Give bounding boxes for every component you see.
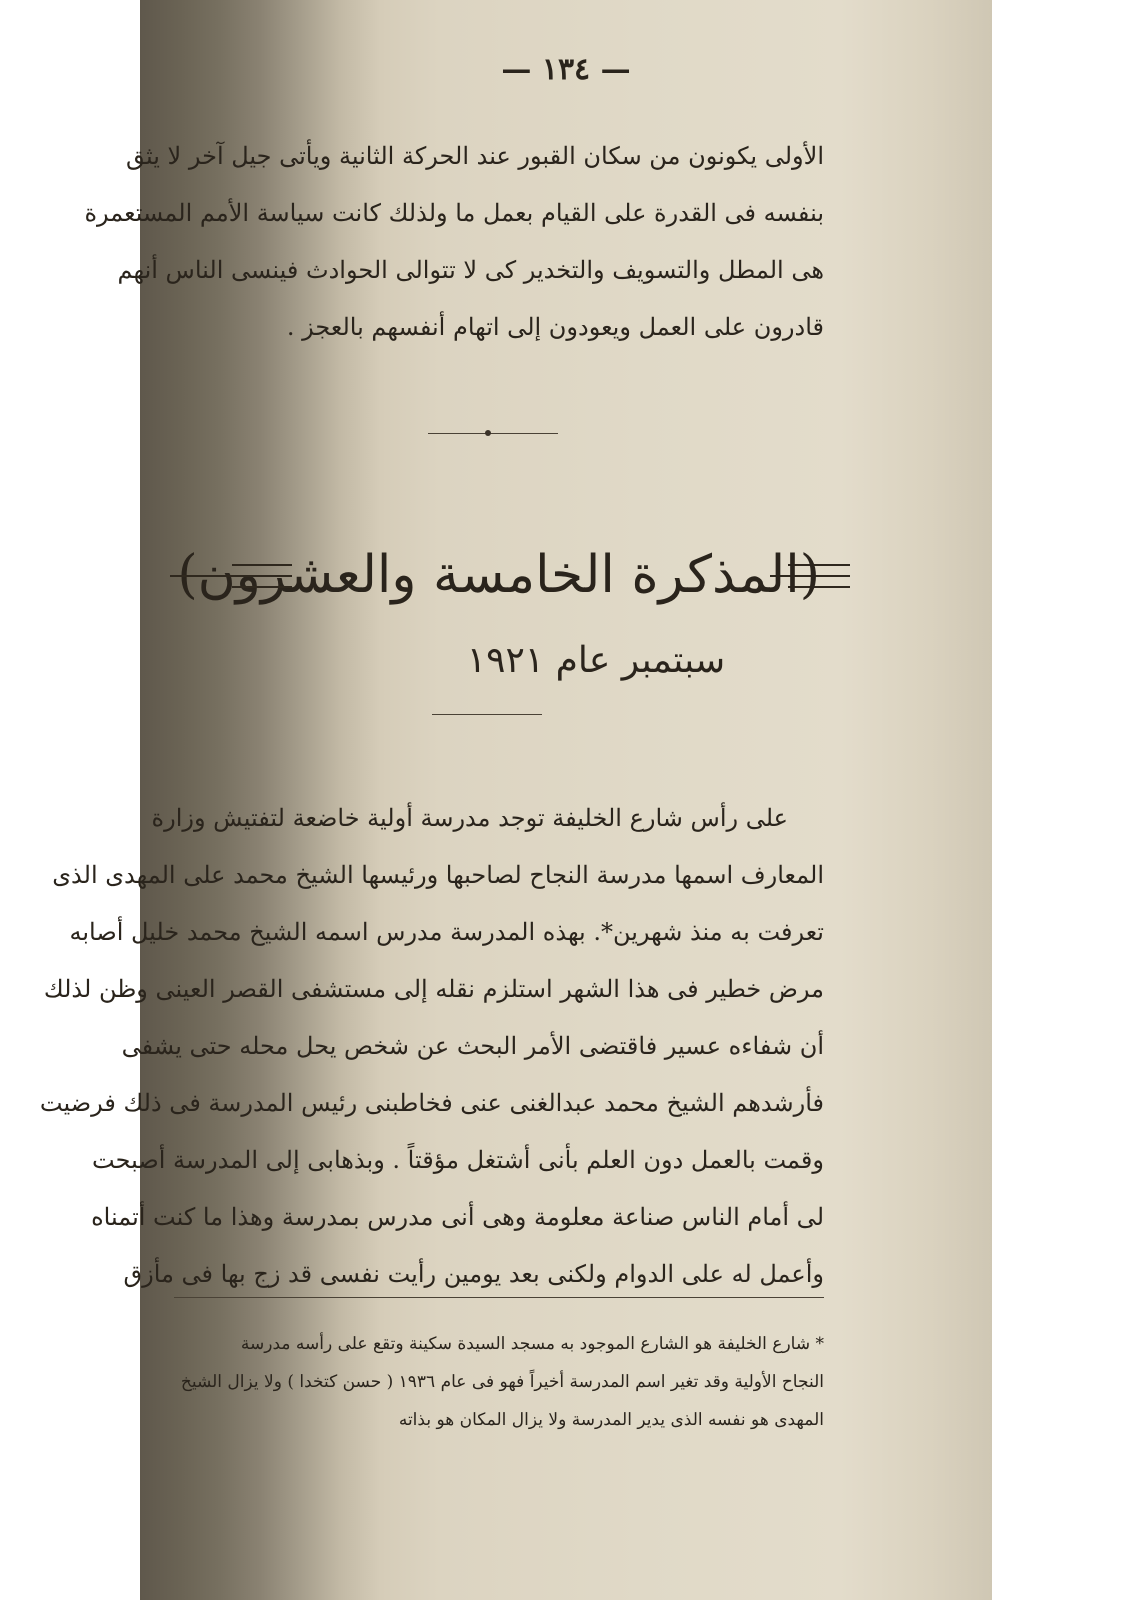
text-line: تعرفت به منذ شهرين*. بهذه المدرسة مدرس اسمه الشيخ محمد خليل أصابه: [69, 918, 824, 946]
text-line: هى المطل والتسويف والتخدير كى لا تتوالى الحوادث فينسى الناس أنهم: [117, 256, 824, 284]
chapter-title: (المذكرة الخامسة والعشرون): [177, 545, 820, 605]
text-line: على رأس شارع الخليفة توجد مدرسة أولية خاضعة لتفتيش وزارة: [151, 804, 788, 832]
text-line: بنفسه فى القدرة على القيام بعمل ما ولذلك كانت سياسة الأمم المستعمرة: [84, 199, 824, 227]
text-line: أن شفاءه عسير فاقتضى الأمر البحث عن شخص يحل محله حتى يشفى: [121, 1032, 824, 1060]
heading-ornament-left: [170, 575, 292, 577]
chapter-heading: [170, 530, 950, 620]
section-divider: [428, 433, 558, 434]
date-underline: [432, 714, 542, 715]
footnote-line: النجاح الأولية وقد تغير اسم المدرسة أخيراً فهو فى عام ١٩٣٦ ( حسن كتخدا ) ولا يزال الشيخ: [180, 1372, 824, 1392]
text-line: قادرون على العمل ويعودون إلى اتهام أنفسهم بالعجز .: [286, 313, 824, 341]
top-paragraph: [84, 128, 824, 356]
footnote-line: * شارع الخليفة هو الشارع الموجود به مسجد السيدة سكينة وتقع على رأسه مدرسة: [240, 1334, 824, 1354]
entry-date: سبتمبر عام ١٩٢١: [466, 640, 726, 681]
page-number: — ١٣٤ —: [501, 52, 631, 87]
text-line: فأرشدهم الشيخ محمد عبدالغنى عنى فخاطبنى رئيس المدرسة فى ذلك فرضيت: [39, 1089, 824, 1117]
footnote: [174, 1325, 824, 1439]
heading-ornament-left: [232, 586, 292, 588]
text-line: مرض خطير فى هذا الشهر استلزم نقله إلى مستشفى القصر العينى وظن لذلك: [43, 975, 824, 1003]
text-line: المعارف اسمها مدرسة النجاح لصاحبها ورئيسها الشيخ محمد على المهدى الذى: [52, 861, 824, 889]
text-line: وقمت بالعمل دون العلم بأنى أشتغل مؤقتاً . وبذهابى إلى المدرسة أصبحت: [92, 1146, 824, 1174]
book-page: [39, 0, 992, 1600]
text-line: لى أمام الناس صناعة معلومة وهى أنى مدرس بمدرسة وهذا ما كنت أتمناه: [91, 1203, 824, 1231]
footnote-separator: [174, 1297, 824, 1298]
heading-ornament-left: [232, 564, 292, 566]
text-line: الأولى يكونون من سكان القبور عند الحركة الثانية ويأتى جيل آخر لا يثق: [125, 142, 824, 170]
footnote-line: المهدى هو نفسه الذى يدير المدرسة ولا يزال المكان هو بذاته: [398, 1410, 824, 1430]
text-line: وأعمل له على الدوام ولكنى بعد يومين رأيت نفسى قد زج بها فى مأزق: [123, 1260, 824, 1288]
main-paragraph: [39, 790, 824, 1303]
section-divider-dot: [485, 430, 491, 436]
